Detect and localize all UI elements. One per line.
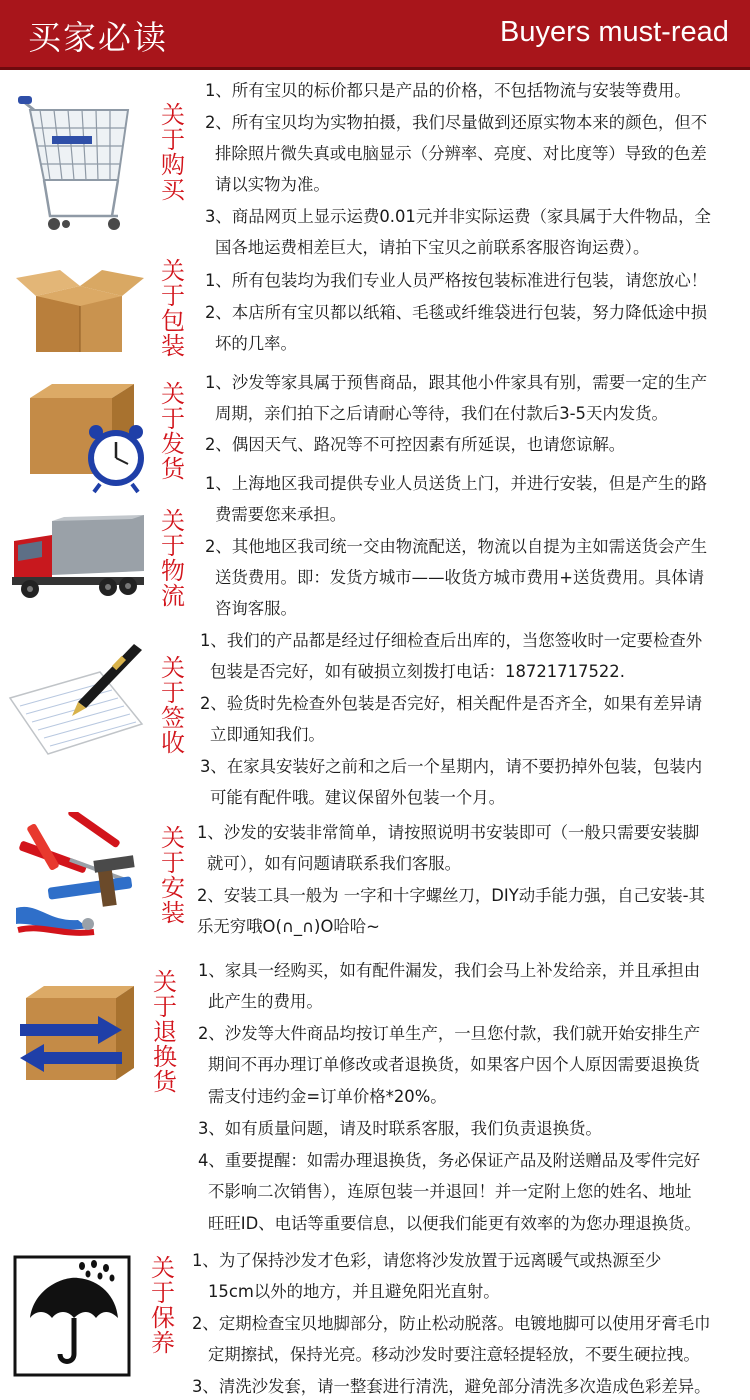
text-line: 期间不再办理订单修改或者退换货，如果客户因个人原因需要退换货 <box>208 1055 700 1074</box>
text-line: 1、家具一经购买，如有配件漏发，我们会马上补发给亲，并且承担由 <box>198 961 701 980</box>
text-line: 3、商品网页上显示运费0.01元并非实际运费（家具属于大件物品，全 <box>205 207 711 226</box>
section-signing <box>0 630 750 816</box>
text-line: 周期，亲们拍下之后请耐心等待，我们在付款后3-5天内发货。 <box>215 404 668 423</box>
tools-icon <box>8 812 150 940</box>
text-line: 4、重要提醒：如需办理退换货，务必保证产品及附送赠品及零件完好 <box>198 1151 701 1170</box>
text-line: 包装是否完好，如有破损立刻拨打电话：18721717522. <box>210 662 625 681</box>
text-line: 请以实物为准。 <box>215 175 330 194</box>
text-line: 1、我们的产品都是经过仔细检查后出库的，当您签收时一定要检查外 <box>200 631 703 650</box>
text-line: 乐无穷哦O(∩_∩)O哈哈~ <box>197 917 380 936</box>
text-line: 3、在家具安装好之前和之后一个星期内，请不要扔掉外包装，包装内 <box>200 757 703 776</box>
section-packaging <box>0 257 750 362</box>
section-shipping <box>0 372 750 483</box>
text-line: 1、沙发的安装非常简单，请按照说明书安装即可（一般只需要安装脚 <box>197 823 700 842</box>
section-installation <box>0 822 750 942</box>
text-line: 2、定期检查宝贝地脚部分，防止松动脱落。电镀地脚可以使用牙膏毛巾 <box>192 1314 711 1333</box>
text-line: 费需要您来承担。 <box>215 505 347 524</box>
keep-dry-umbrella-icon <box>12 1254 132 1378</box>
text-line: 旺旺ID、电话等重要信息，以便我们能更有效率的为您办理退换货。 <box>208 1214 701 1233</box>
text-line: 送货费用。即：发货方城市——收货方城市费用+送货费用。具体请 <box>215 568 705 587</box>
text-line: 就可），如有问题请联系我们客服。 <box>207 854 462 873</box>
pen-notepad-icon <box>6 636 148 760</box>
text-line: 3、如有质量问题，请及时联系客服，我们负责退换货。 <box>198 1119 602 1138</box>
text-line: 咨询客服。 <box>215 599 297 618</box>
delivery-truck-icon <box>8 513 150 603</box>
section-heading: 关 于 安 装 <box>161 824 185 927</box>
text-line: 2、其他地区我司统一交由物流配送，物流以自提为主如需送货会产生 <box>205 537 708 556</box>
text-line: 1、沙发等家具属于预售商品，跟其他小件家具有别，需要一定的生产 <box>205 373 708 392</box>
text-line: 坏的几率。 <box>215 334 297 353</box>
text-line: 2、偶因天气、路况等不可控因素有所延误，也请您谅解。 <box>205 435 626 454</box>
text-line: 排除照片微失真或电脑显示（分辨率、亮度、对比度等）导致的色差 <box>215 144 707 163</box>
cardboard-box-icon <box>10 256 150 356</box>
text-line: 2、本店所有宝贝都以纸箱、毛毯或纤维袋进行包装，努力降低途中损 <box>205 303 708 322</box>
text-line: 2、所有宝贝均为实物拍摄，我们尽量做到还原实物本来的颜色，但不 <box>205 113 708 132</box>
section-logistics <box>0 473 750 623</box>
text-line: 定期擦拭，保持光亮。移动沙发时要注意轻提轻放，不要生硬拉拽。 <box>208 1345 700 1364</box>
header-title-en: Buyers must-read <box>500 16 729 48</box>
text-line: 国各地运费相差巨大，请拍下宝贝之前联系客服咨询运费）。 <box>215 238 650 257</box>
text-line: 2、安装工具一般为 一字和十字螺丝刀，DIY动手能力强，自己安装-其 <box>197 886 705 905</box>
section-purchase <box>0 78 750 256</box>
text-line: 可能有配件哦。建议保留外包装一个月。 <box>210 788 506 807</box>
header-title-cn: 买家必读 <box>28 18 168 57</box>
page-header <box>0 0 750 70</box>
text-line: 1、上海地区我司提供专业人员送货上门，并进行安装，但是产生的路 <box>205 474 708 493</box>
text-line: 立即通知我们。 <box>210 725 325 744</box>
text-line: 需支付违约金=订单价格*20%。 <box>208 1087 447 1106</box>
text-line: 2、验货时先检查外包装是否完好，相关配件是否齐全，如果有差异请 <box>200 694 703 713</box>
section-heading: 关 于 包 装 <box>161 257 185 360</box>
shopping-cart-icon <box>10 88 145 238</box>
section-returns <box>0 960 750 1242</box>
section-maintenance <box>0 1250 750 1400</box>
section-heading: 关 于 物 流 <box>161 507 185 610</box>
section-heading: 关 于 签 收 <box>161 654 185 757</box>
section-heading: 关 于 购 买 <box>161 101 185 204</box>
text-line: 不影响二次销售），连原包装一并退回！并一定附上您的姓名、地址 <box>208 1182 692 1201</box>
section-heading: 关 于 发 货 <box>161 380 185 483</box>
text-line: 2、沙发等大件商品均按订单生产，一旦您付款，我们就开始安排生产 <box>198 1024 701 1043</box>
text-line: 1、为了保持沙发才色彩，请您将沙发放置于远离暖气或热源至少 <box>192 1251 662 1270</box>
box-exchange-arrows-icon <box>14 980 144 1084</box>
text-line: 1、所有宝贝的标价都只是产品的价格，不包括物流与安装等费用。 <box>205 81 691 100</box>
text-line: 此产生的费用。 <box>208 992 323 1011</box>
text-line: 1、所有包装均为我们专业人员严格按包装标准进行包装，请您放心！ <box>205 271 708 290</box>
text-line: 15cm以外的地方，并且避免阳光直射。 <box>208 1282 500 1301</box>
section-heading: 关 于 退 换 货 <box>153 968 177 1096</box>
section-heading: 关 于 保 养 <box>151 1254 175 1357</box>
text-line: 3、清洗沙发套，请一整套进行清洗，避免部分清洗多次造成色彩差异。 <box>192 1377 711 1396</box>
